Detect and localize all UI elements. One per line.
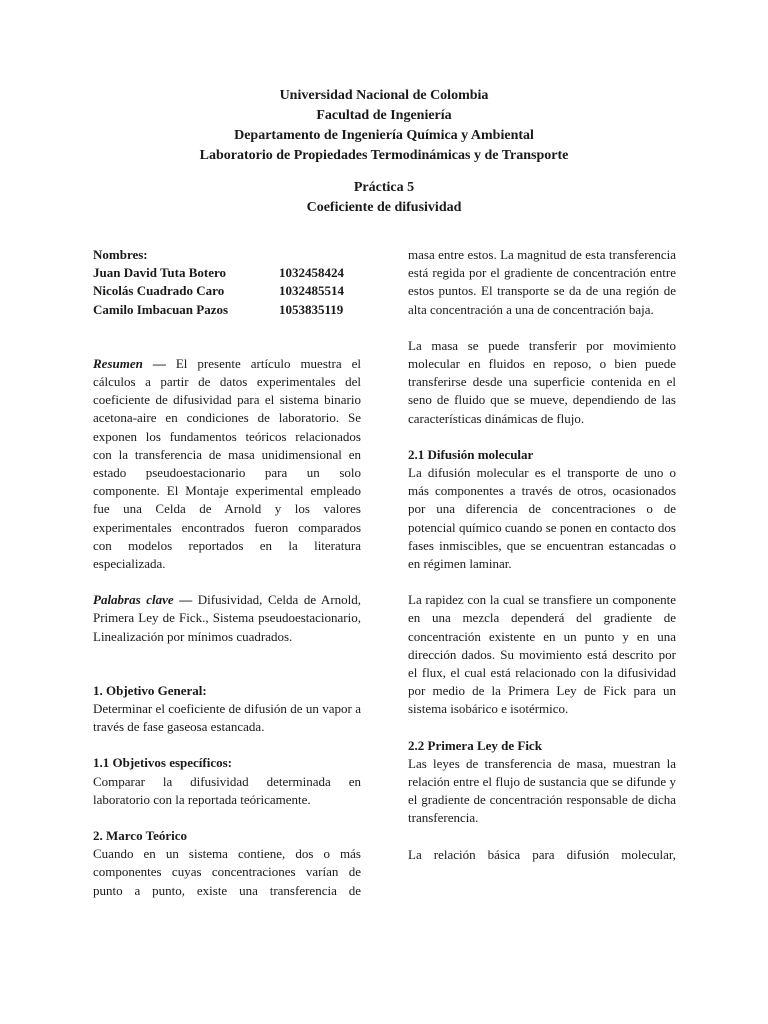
section-text: Las leyes de transferencia de masa, muestran la relación entre el flujo de sustancia que se difunde y el gradiente de concentración responsable de dicha transferencia. — [408, 755, 676, 826]
section-heading: 1.1 Objetivos específicos: — [93, 755, 233, 771]
practice-number: Práctica 5 — [353, 180, 415, 195]
department-name: Departamento de Ingeniería Química y Ambiental — [234, 128, 534, 143]
left-column — [93, 246, 361, 900]
spacer — [408, 319, 676, 337]
abstract-text: El presente artículo muestra el cálculos a partir de datos experimentales del coeficiente de difusividad para el sistema binario acetona-aire en condiciones de laboratorio. Se exponen los fundamentos teóricos relacionados con la transferencia de masa unidimensional en estado pseudoestacionario para un solo componente. El Montaje experimental empleado fue una Celda de Arnold y los valores experimentales encontrados fueron comparados con modelos reportados en la literatura especializada. — [93, 355, 361, 572]
section-text: Cuando en un sistema contiene, dos o más componentes cuyas concentraciones varían de punto a punto, existe una transferencia de — [93, 846, 361, 898]
author-id: 1053835119 — [279, 301, 344, 317]
spacer — [408, 573, 676, 591]
keywords-paragraph — [93, 591, 361, 646]
section-heading: 2.2 Primera Ley de Fick — [408, 737, 542, 753]
section-heading: 1. Objetivo General: — [93, 682, 207, 698]
faculty-name: Facultad de Ingeniería — [316, 108, 452, 123]
spacer — [93, 573, 361, 591]
author-row — [93, 282, 361, 300]
section-text: Determinar el coeficiente de difusión de un vapor a través de fase gaseosa estancada. — [93, 701, 361, 735]
spacer — [93, 646, 361, 682]
right-column — [408, 246, 676, 864]
spacer — [93, 319, 361, 355]
author-id: 1032485514 — [279, 283, 344, 299]
laboratory-name: Laboratorio de Propiedades Termodinámicas y de Transporte — [199, 148, 569, 163]
author-name: Nicolás Cuadrado Caro — [93, 283, 225, 299]
section-heading: 2. Marco Teórico — [93, 828, 187, 844]
spacer — [93, 809, 361, 827]
header-gap — [0, 166, 768, 178]
spacer — [408, 828, 676, 846]
keywords-dash: — — [173, 592, 198, 608]
abstract-dash: — — [142, 355, 176, 371]
keywords-text: Difusividad, Celda de Arnold, Primera Ley de Fick., Sistema pseudoestacionario, Linealización por mínimos cuadrados. — [93, 592, 362, 644]
spacer — [408, 428, 676, 446]
document-header — [0, 86, 768, 218]
keywords-label: Palabras clave — [93, 592, 174, 608]
authors-label: Nombres: — [93, 247, 148, 262]
author-name: Camilo Imbacuan Pazos — [93, 301, 229, 317]
spacer — [408, 719, 676, 737]
spacer — [93, 736, 361, 754]
author-id: 1032458424 — [279, 265, 344, 281]
author-row — [93, 301, 361, 319]
section-text: La difusión molecular es el transporte de uno o más componentes a través de otros, ocasionados por una diferencia de concentraciones o de potencial químico cuando se ponen en contacto dos fases inmiscibles, que se encuentran estancadas o en régimen laminar. — [408, 465, 676, 572]
authors-block — [93, 246, 361, 319]
document-title: Coeficiente de difusividad — [306, 200, 462, 215]
section-heading: 2.1 Difusión molecular — [408, 446, 534, 462]
abstract-paragraph — [93, 355, 361, 573]
section-text: Comparar la difusividad determinada en laboratorio con la reportada teóricamente. — [93, 773, 361, 807]
abstract-label: Resumen — [93, 355, 143, 371]
section-text: La relación básica para difusión molecular, — [408, 846, 676, 862]
continuation-paragraph: masa entre estos. La magnitud de esta transferencia está regida por el gradiente de concentración entre estos puntos. El transporte se da de una región de alta concentración a una de concentración baja. — [408, 247, 676, 317]
author-row — [93, 264, 361, 282]
section-text: La rapidez con la cual se transfiere un componente en una mezcla dependerá del gradiente de concentración existente en un punto y en una dirección dados. Su movimiento está descrito por el flux, el cual está relacionado con la difusividad por medio de la Primera Ley de Fick para un sistema isobárico e isotérmico. — [408, 592, 676, 717]
mass-transfer-paragraph: La masa se puede transferir por movimiento molecular en fluidos en reposo, o bien puede transferirse desde una superficie contenida en el seno de fluido que se mueve, dependiendo de las características dinámicas de flujo. — [408, 337, 676, 426]
author-name: Juan David Tuta Botero — [93, 265, 227, 281]
university-name: Universidad Nacional de Colombia — [279, 88, 489, 103]
